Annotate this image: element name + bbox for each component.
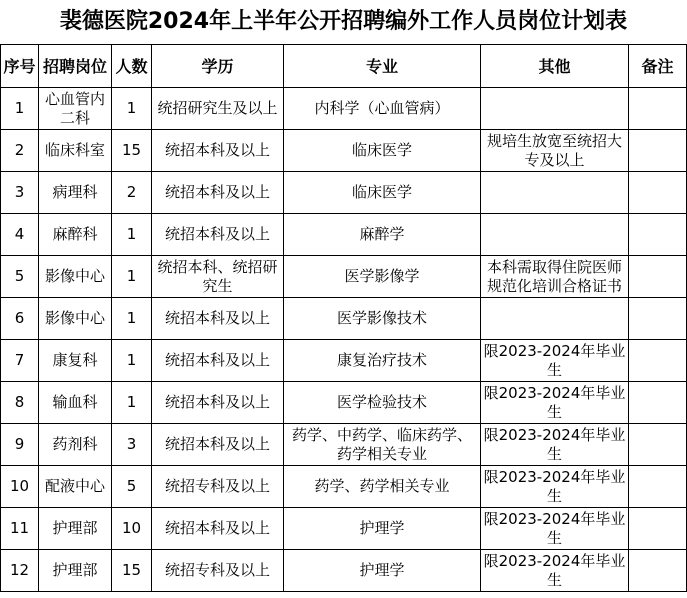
- cell-remark: [629, 382, 687, 424]
- cell-count: 2: [112, 172, 152, 214]
- cell-count: 10: [112, 508, 152, 550]
- cell-no: 12: [1, 550, 39, 592]
- cell-other: [481, 88, 629, 130]
- table-header-row: [1, 45, 687, 88]
- cell-remark: [629, 550, 687, 592]
- cell-remark: [629, 424, 687, 466]
- cell-other: 限2023-2024年毕业生: [481, 550, 629, 592]
- cell-count: 15: [112, 550, 152, 592]
- cell-post: 护理部: [39, 508, 112, 550]
- table-row: [1, 382, 687, 424]
- cell-post: 病理科: [39, 172, 112, 214]
- cell-count: 1: [112, 382, 152, 424]
- cell-remark: [629, 130, 687, 172]
- cell-education: 统招本科及以上: [152, 130, 284, 172]
- cell-count: 1: [112, 214, 152, 256]
- cell-other: [481, 172, 629, 214]
- cell-education: 统招本科及以上: [152, 172, 284, 214]
- cell-remark: [629, 340, 687, 382]
- cell-major: 护理学: [284, 550, 481, 592]
- table-row: [1, 550, 687, 592]
- cell-major: 临床医学: [284, 172, 481, 214]
- cell-major: 医学影像技术: [284, 298, 481, 340]
- cell-count: 5: [112, 466, 152, 508]
- cell-post: 护理部: [39, 550, 112, 592]
- cell-remark: [629, 172, 687, 214]
- cell-no: 4: [1, 214, 39, 256]
- cell-no: 3: [1, 172, 39, 214]
- cell-no: 8: [1, 382, 39, 424]
- cell-post: 麻醉科: [39, 214, 112, 256]
- cell-post: 影像中心: [39, 256, 112, 298]
- cell-education: 统招研究生及以上: [152, 88, 284, 130]
- cell-no: 9: [1, 424, 39, 466]
- cell-education: 统招本科及以上: [152, 508, 284, 550]
- cell-no: 6: [1, 298, 39, 340]
- cell-other: 规培生放宽至统招大专及以上: [481, 130, 629, 172]
- cell-education: 统招本科及以上: [152, 214, 284, 256]
- cell-education: 统招本科、统招研究生: [152, 256, 284, 298]
- cell-count: 1: [112, 88, 152, 130]
- cell-post: 康复科: [39, 340, 112, 382]
- cell-count: 1: [112, 256, 152, 298]
- cell-education: 统招本科及以上: [152, 382, 284, 424]
- table-row: [1, 298, 687, 340]
- cell-count: 3: [112, 424, 152, 466]
- cell-post: 配液中心: [39, 466, 112, 508]
- cell-post: 输血科: [39, 382, 112, 424]
- cell-education: 统招专科及以上: [152, 466, 284, 508]
- cell-post: 临床科室: [39, 130, 112, 172]
- cell-other: [481, 298, 629, 340]
- cell-remark: [629, 508, 687, 550]
- cell-education: 统招本科及以上: [152, 298, 284, 340]
- cell-remark: [629, 88, 687, 130]
- cell-other: 限2023-2024年毕业生: [481, 466, 629, 508]
- cell-no: 5: [1, 256, 39, 298]
- cell-education: 统招专科及以上: [152, 550, 284, 592]
- header-no: 序号: [1, 45, 39, 88]
- cell-post: 影像中心: [39, 298, 112, 340]
- cell-other: 限2023-2024年毕业生: [481, 508, 629, 550]
- cell-major: 康复治疗技术: [284, 340, 481, 382]
- header-count: 人数: [112, 45, 152, 88]
- cell-other: 限2023-2024年毕业生: [481, 382, 629, 424]
- cell-other: 本科需取得住院医师规范化培训合格证书: [481, 256, 629, 298]
- cell-no: 10: [1, 466, 39, 508]
- table-row: [1, 508, 687, 550]
- header-major: 专业: [284, 45, 481, 88]
- table-row: [1, 256, 687, 298]
- cell-remark: [629, 256, 687, 298]
- table-row: [1, 172, 687, 214]
- positions-table: [0, 44, 687, 592]
- cell-major: 医学检验技术: [284, 382, 481, 424]
- cell-major: 临床医学: [284, 130, 481, 172]
- cell-major: 麻醉学: [284, 214, 481, 256]
- cell-no: 7: [1, 340, 39, 382]
- cell-remark: [629, 214, 687, 256]
- table-row: [1, 424, 687, 466]
- cell-major: 药学、中药学、临床药学、药学相关专业: [284, 424, 481, 466]
- table-row: [1, 88, 687, 130]
- table-row: [1, 466, 687, 508]
- cell-major: 内科学（心血管病）: [284, 88, 481, 130]
- cell-major: 护理学: [284, 508, 481, 550]
- cell-other: [481, 214, 629, 256]
- cell-no: 1: [1, 88, 39, 130]
- cell-no: 11: [1, 508, 39, 550]
- table-row: [1, 340, 687, 382]
- header-education: 学历: [152, 45, 284, 88]
- cell-major: 药学、药学相关专业: [284, 466, 481, 508]
- cell-remark: [629, 298, 687, 340]
- cell-post: 药剂科: [39, 424, 112, 466]
- cell-count: 15: [112, 130, 152, 172]
- cell-post: 心血管内二科: [39, 88, 112, 130]
- cell-no: 2: [1, 130, 39, 172]
- cell-count: 1: [112, 340, 152, 382]
- header-post: 招聘岗位: [39, 45, 112, 88]
- cell-other: 限2023-2024年毕业生: [481, 424, 629, 466]
- cell-count: 1: [112, 298, 152, 340]
- cell-education: 统招本科及以上: [152, 424, 284, 466]
- cell-remark: [629, 466, 687, 508]
- table-row: [1, 130, 687, 172]
- cell-other: 限2023-2024年毕业生: [481, 340, 629, 382]
- header-remark: 备注: [629, 45, 687, 88]
- table-row: [1, 214, 687, 256]
- document-title: 裴德医院2024年上半年公开招聘编外工作人员岗位计划表: [59, 9, 628, 34]
- header-other: 其他: [481, 45, 629, 88]
- cell-major: 医学影像学: [284, 256, 481, 298]
- cell-education: 统招本科及以上: [152, 340, 284, 382]
